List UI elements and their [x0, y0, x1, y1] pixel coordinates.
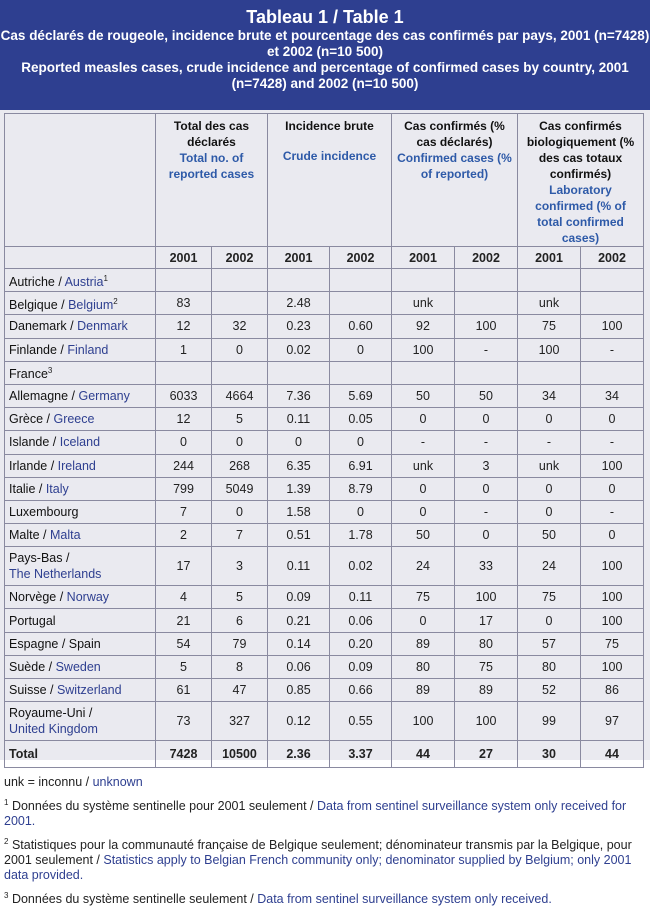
table-row [5, 586, 644, 609]
value-cell: 0.66 [330, 679, 392, 702]
value-cell [156, 361, 212, 384]
footnote-fr: unk = inconnu / [4, 775, 93, 789]
footnotes [4, 775, 646, 912]
value-cell: 0.21 [268, 609, 330, 632]
value-cell: 83 [156, 292, 212, 315]
value-cell: 0 [330, 431, 392, 454]
value-cell: 0.06 [330, 609, 392, 632]
value-cell: 75 [518, 586, 581, 609]
value-cell [330, 292, 392, 315]
value-cell: 100 [455, 315, 518, 338]
value-cell: 0.06 [268, 655, 330, 678]
value-cell: unk [518, 454, 581, 477]
country-name-en: Germany [78, 389, 130, 404]
value-cell: 5049 [212, 477, 268, 500]
total-value-cell: 30 [518, 741, 581, 768]
value-cell: 50 [392, 384, 455, 407]
value-cell: 0 [455, 408, 518, 431]
column-header-en: Total no. of reported cases [168, 151, 255, 181]
value-cell: 12 [156, 315, 212, 338]
value-cell: 0.51 [268, 524, 330, 547]
table-row [5, 454, 644, 477]
value-cell: 0 [518, 609, 581, 632]
value-cell: 3 [212, 547, 268, 586]
value-cell [330, 361, 392, 384]
country-name-fr: Malte / [9, 528, 50, 543]
value-cell: 80 [518, 655, 581, 678]
value-cell: 34 [518, 384, 581, 407]
value-cell: 6.91 [330, 454, 392, 477]
value-cell [212, 361, 268, 384]
value-cell: unk [392, 292, 455, 315]
value-cell: 1.39 [268, 477, 330, 500]
value-cell: 80 [392, 655, 455, 678]
value-cell: 0 [392, 500, 455, 523]
value-cell: 0 [518, 477, 581, 500]
table-row [5, 315, 644, 338]
value-cell: 0 [581, 408, 644, 431]
value-cell: 99 [518, 702, 581, 741]
value-cell: 8 [212, 655, 268, 678]
value-cell: unk [392, 454, 455, 477]
value-cell [212, 292, 268, 315]
country-name-fr: Allemagne / [9, 389, 79, 404]
value-cell: 21 [156, 609, 212, 632]
country-name-fr: Grèce / [9, 412, 54, 427]
country-name-en: Greece [53, 412, 95, 427]
value-cell: 100 [518, 338, 581, 361]
total-value-cell: 27 [455, 741, 518, 768]
value-cell: - [392, 431, 455, 454]
total-value-cell: 10500 [212, 741, 268, 768]
value-cell: 2 [156, 524, 212, 547]
year-cell: 2002 [581, 247, 644, 269]
footnote-fr: Données du système sentinelle pour 2001 seulement / [11, 799, 317, 814]
value-cell: 4664 [212, 384, 268, 407]
value-cell: 0 [156, 431, 212, 454]
country-name-fr: Suisse / [9, 683, 57, 698]
footnote-marker: 2 [113, 296, 118, 306]
total-value-cell: 2.36 [268, 741, 330, 768]
value-cell: 73 [156, 702, 212, 741]
year-cell: 2001 [392, 247, 455, 269]
value-cell: 0.05 [330, 408, 392, 431]
country-name-fr: Norvège / [9, 590, 67, 605]
value-cell: - [581, 500, 644, 523]
value-cell [581, 269, 644, 292]
column-header-row [5, 114, 644, 247]
column-header-total [156, 114, 268, 247]
footnote [4, 834, 646, 883]
year-row [5, 247, 644, 269]
country-cell [5, 338, 156, 361]
value-cell: - [581, 431, 644, 454]
country-name-fr: Portugal [9, 613, 56, 628]
value-cell: 0.60 [330, 315, 392, 338]
footnote [4, 775, 646, 790]
value-cell: 0 [455, 524, 518, 547]
table-row [5, 679, 644, 702]
value-cell: 0.12 [268, 702, 330, 741]
value-cell: 0 [212, 431, 268, 454]
column-header-confirmed [392, 114, 518, 247]
table-row [5, 431, 644, 454]
value-cell: - [455, 500, 518, 523]
value-cell: 47 [212, 679, 268, 702]
measles-table [4, 113, 644, 768]
country-cell [5, 384, 156, 407]
footnote-en: Statistics apply to Belgian French community only; denominator supplied by Belgium; only 2001 data provided. [4, 853, 632, 883]
value-cell: 57 [518, 632, 581, 655]
value-cell: 4 [156, 586, 212, 609]
value-cell: 0.02 [330, 547, 392, 586]
value-cell: 0.11 [330, 586, 392, 609]
footnote [4, 888, 646, 907]
column-header-lab-confirmed [518, 114, 644, 247]
value-cell: 75 [455, 655, 518, 678]
value-cell: 327 [212, 702, 268, 741]
year-cell: 2002 [212, 247, 268, 269]
value-cell: 89 [455, 679, 518, 702]
column-header-fr: Total des cas déclarés [173, 119, 250, 149]
country-cell [5, 655, 156, 678]
country-cell [5, 292, 156, 315]
year-cell: 2001 [268, 247, 330, 269]
footnote-marker: 1 [103, 273, 108, 283]
country-cell [5, 454, 156, 477]
value-cell: 75 [392, 586, 455, 609]
value-cell: 92 [392, 315, 455, 338]
country-name-fr: Italie / [9, 481, 46, 496]
country-name-fr: Espagne / Spain [9, 636, 101, 651]
value-cell [455, 292, 518, 315]
country-cell [5, 524, 156, 547]
value-cell [268, 361, 330, 384]
table-row [5, 384, 644, 407]
value-cell: 1 [156, 338, 212, 361]
value-cell: 6 [212, 609, 268, 632]
table-row [5, 408, 644, 431]
value-cell [330, 269, 392, 292]
year-cell: 2001 [156, 247, 212, 269]
country-name-en: Austria [64, 274, 104, 289]
total-value-cell: 3.37 [330, 741, 392, 768]
country-name-en: Finland [67, 342, 109, 357]
country-cell [5, 269, 156, 292]
value-cell: - [518, 431, 581, 454]
value-cell: 89 [392, 632, 455, 655]
value-cell: 0 [581, 524, 644, 547]
table-subtitle-fr: Cas déclarés de rougeole, incidence brute et pourcentage des cas confirmés par pays, 2001 (n=7428) et 2002 (n=10 500) [0, 28, 650, 59]
value-cell: 0.55 [330, 702, 392, 741]
value-cell: 100 [581, 454, 644, 477]
table-row [5, 338, 644, 361]
value-cell: 12 [156, 408, 212, 431]
value-cell: 1.58 [268, 500, 330, 523]
value-cell: 0 [212, 338, 268, 361]
country-cell [5, 632, 156, 655]
value-cell: 1.78 [330, 524, 392, 547]
table-row [5, 524, 644, 547]
value-cell: 34 [581, 384, 644, 407]
value-cell: 24 [518, 547, 581, 586]
footnote-number: 2 [4, 837, 9, 847]
value-cell: unk [518, 292, 581, 315]
value-cell: 75 [518, 315, 581, 338]
value-cell: 24 [392, 547, 455, 586]
value-cell: 100 [392, 338, 455, 361]
footnote-en: unknown [92, 775, 143, 789]
country-name-en: Malta [50, 528, 81, 543]
total-value-cell: 44 [392, 741, 455, 768]
country-cell [5, 586, 156, 609]
value-cell: 3 [455, 454, 518, 477]
value-cell: 6033 [156, 384, 212, 407]
country-cell [5, 679, 156, 702]
table-row [5, 702, 644, 741]
value-cell [212, 269, 268, 292]
country-name-en: Italy [45, 481, 69, 496]
value-cell: 5.69 [330, 384, 392, 407]
value-cell [518, 269, 581, 292]
value-cell: 0.09 [268, 586, 330, 609]
value-cell: 100 [581, 315, 644, 338]
value-cell: 79 [212, 632, 268, 655]
value-cell: 54 [156, 632, 212, 655]
value-cell: 0.23 [268, 315, 330, 338]
value-cell: 0 [392, 609, 455, 632]
country-name-fr: Royaume-Uni / [9, 706, 93, 721]
value-cell: 0.20 [330, 632, 392, 655]
value-cell: 89 [392, 679, 455, 702]
country-name-fr: Finlande / [9, 342, 68, 357]
value-cell: 100 [455, 702, 518, 741]
total-row [5, 741, 644, 768]
table-row [5, 609, 644, 632]
column-header-en: Laboratory confirmed (% of total confirmed cases) [535, 183, 626, 245]
country-header [5, 114, 156, 247]
value-cell: 0.11 [268, 408, 330, 431]
value-cell: 0.02 [268, 338, 330, 361]
table-row [5, 292, 644, 315]
country-name-fr: Autriche / [9, 274, 65, 289]
value-cell: 0 [268, 431, 330, 454]
value-cell: 0.11 [268, 547, 330, 586]
country-name-en: The Netherlands [9, 567, 102, 582]
value-cell: 17 [455, 609, 518, 632]
country-name-fr: Luxembourg [9, 504, 79, 519]
footnote-en: Data from sentinel surveillance system only received for 2001. [4, 799, 627, 829]
total-value-cell: 44 [581, 741, 644, 768]
value-cell: 268 [212, 454, 268, 477]
value-cell: 75 [581, 632, 644, 655]
country-cell [5, 408, 156, 431]
total-label: Total [5, 741, 156, 768]
year-cell-empty [5, 247, 156, 269]
value-cell [518, 361, 581, 384]
value-cell [392, 269, 455, 292]
table-row [5, 361, 644, 384]
footnote-fr: Données du système sentinelle seulement / [11, 892, 258, 907]
footnote-fr: Statistiques pour la communauté française de Belgique seulement; dénominateur transmis par la Belgique, pour 2001 seulement / [4, 838, 632, 868]
country-name-en: Belgium [68, 297, 114, 312]
column-header-en: Crude incidence [282, 149, 377, 163]
value-cell [392, 361, 455, 384]
table-row [5, 632, 644, 655]
table-subtitle-en: Reported measles cases, crude incidence and percentage of confirmed cases by country, 2001 (n=7428) and 2002 (n=10 500) [21, 60, 629, 91]
footnote-marker: 3 [47, 366, 53, 376]
value-cell: 50 [518, 524, 581, 547]
value-cell: - [455, 431, 518, 454]
value-cell: - [581, 338, 644, 361]
country-cell [5, 361, 156, 384]
total-value-cell: 7428 [156, 741, 212, 768]
value-cell [268, 269, 330, 292]
country-cell [5, 702, 156, 741]
value-cell: 5 [212, 586, 268, 609]
year-cell: 2002 [455, 247, 518, 269]
value-cell: 0.14 [268, 632, 330, 655]
value-cell: 0.85 [268, 679, 330, 702]
table-row [5, 655, 644, 678]
value-cell: 33 [455, 547, 518, 586]
value-cell: 244 [156, 454, 212, 477]
value-cell: 80 [455, 632, 518, 655]
country-name-fr: France [9, 367, 48, 382]
value-cell [156, 269, 212, 292]
country-cell [5, 500, 156, 523]
value-cell [455, 269, 518, 292]
value-cell: 52 [518, 679, 581, 702]
country-name-fr: Danemark / [9, 319, 78, 334]
value-cell [581, 292, 644, 315]
footnote-number: 3 [4, 891, 9, 901]
value-cell: 86 [581, 679, 644, 702]
value-cell: 7.36 [268, 384, 330, 407]
value-cell: 0 [518, 500, 581, 523]
value-cell: 32 [212, 315, 268, 338]
column-header-incidence [268, 114, 392, 247]
value-cell: 0 [392, 408, 455, 431]
value-cell: 0 [330, 338, 392, 361]
value-cell: 61 [156, 679, 212, 702]
value-cell: 8.79 [330, 477, 392, 500]
value-cell: 0 [581, 477, 644, 500]
value-cell: 17 [156, 547, 212, 586]
value-cell: 50 [455, 384, 518, 407]
value-cell: 0 [392, 477, 455, 500]
country-name-en: United Kingdom [9, 722, 98, 737]
country-cell [5, 431, 156, 454]
table-row [5, 477, 644, 500]
footnote-en: Data from sentinel surveillance system only received. [257, 892, 552, 907]
country-name-en: Norway [66, 590, 110, 605]
value-cell: 0 [455, 477, 518, 500]
table-row [5, 547, 644, 586]
value-cell [581, 361, 644, 384]
country-name-en: Ireland [57, 458, 96, 473]
value-cell: 7 [212, 524, 268, 547]
value-cell: 50 [392, 524, 455, 547]
country-cell [5, 477, 156, 500]
value-cell: 100 [392, 702, 455, 741]
country-name-fr: Islande / [9, 435, 60, 450]
value-cell: 0 [212, 500, 268, 523]
column-header-en: Confirmed cases (% of reported) [397, 151, 512, 181]
country-name-fr: Suède / [9, 659, 56, 674]
value-cell: 100 [581, 655, 644, 678]
country-name-fr: Irlande / [9, 458, 58, 473]
year-cell: 2001 [518, 247, 581, 269]
value-cell: 100 [581, 586, 644, 609]
value-cell: 100 [581, 547, 644, 586]
country-name-en: Sweden [55, 659, 101, 674]
value-cell: 5 [156, 655, 212, 678]
value-cell: 5 [212, 408, 268, 431]
table-row [5, 269, 644, 292]
country-name-en: Switzerland [56, 683, 122, 698]
value-cell: 2.48 [268, 292, 330, 315]
year-cell: 2002 [330, 247, 392, 269]
value-cell: 6.35 [268, 454, 330, 477]
column-header-fr: Cas confirmés (% cas déclarés) [404, 119, 505, 149]
value-cell: 100 [581, 609, 644, 632]
value-cell: 97 [581, 702, 644, 741]
column-header-fr: Cas confirmés biologiquement (% des cas totaux confirmés) [526, 119, 635, 181]
footnote-number: 1 [4, 798, 9, 807]
value-cell: 799 [156, 477, 212, 500]
value-cell: 0.09 [330, 655, 392, 678]
country-name-en: Iceland [59, 435, 101, 450]
country-name-en: Denmark [77, 319, 128, 334]
country-cell [5, 315, 156, 338]
country-name-fr: Belgique / [9, 297, 69, 312]
country-name-fr: Pays-Bas / [9, 551, 70, 566]
value-cell: 0 [330, 500, 392, 523]
column-header-fr: Incidence brute [285, 119, 374, 133]
value-cell: 100 [455, 586, 518, 609]
value-cell: 7 [156, 500, 212, 523]
table-title: Tableau 1 / Table 1 [246, 7, 404, 27]
footnote [4, 795, 646, 829]
table-row [5, 500, 644, 523]
country-cell [5, 609, 156, 632]
table-header-banner [0, 0, 650, 110]
value-cell: - [455, 338, 518, 361]
country-cell [5, 547, 156, 586]
value-cell: 0 [518, 408, 581, 431]
value-cell [455, 361, 518, 384]
